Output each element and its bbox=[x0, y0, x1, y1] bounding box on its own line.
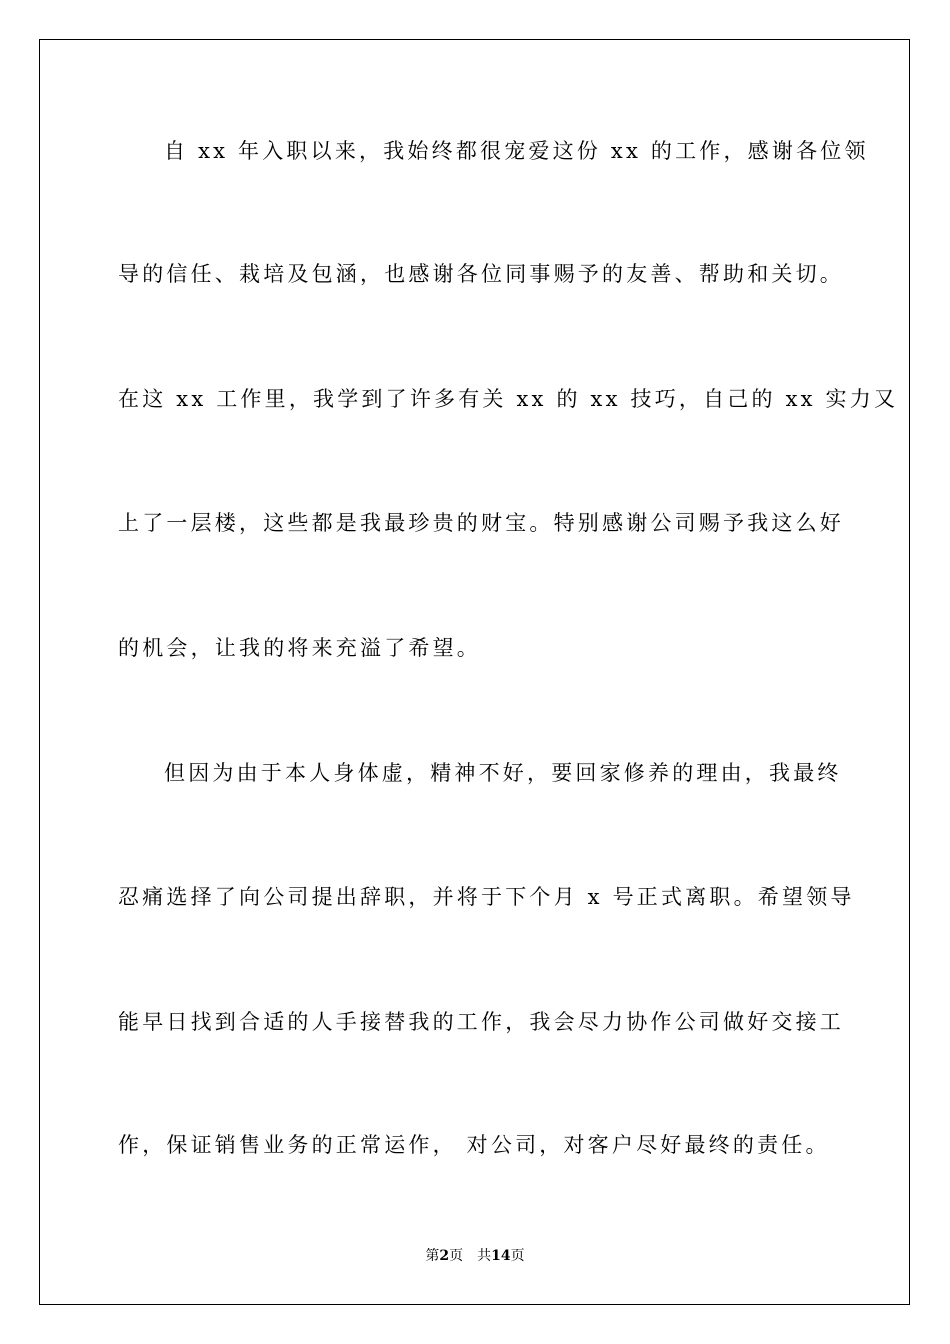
page-number: 2 bbox=[439, 1248, 450, 1264]
page-suffix: 页 bbox=[449, 1248, 464, 1264]
page-footer bbox=[0, 1247, 950, 1265]
paragraph-1-line-2: 导的信任、栽培及包涵，也感谢各位同事赐予的友善、帮助和关切。 bbox=[118, 262, 844, 286]
paragraph-1-line-4: 上了一层楼，这些都是我最珍贵的财宝。特别感谢公司赐予我这么好 bbox=[118, 511, 844, 535]
page-prefix: 第 bbox=[425, 1248, 440, 1264]
paragraph-1-line-1: 自 xx 年入职以来，我始终都很宠爱这份 xx 的工作，感谢各位领 bbox=[164, 139, 869, 163]
total-suffix: 页 bbox=[510, 1248, 525, 1264]
paragraph-2-line-2: 忍痛选择了向公司提出辞职，并将于下个月 x 号正式离职。希望领导 bbox=[118, 885, 855, 909]
total-pages: 14 bbox=[491, 1248, 511, 1264]
paragraph-1-line-3: 在这 xx 工作里，我学到了许多有关 xx 的 xx 技巧，自己的 xx 实力又 bbox=[118, 387, 899, 411]
paragraph-2-line-1: 但因为由于本人身体虚，精神不好，要回家修养的理由，我最终 bbox=[164, 761, 842, 785]
total-prefix: 共 bbox=[477, 1248, 492, 1264]
page-border bbox=[39, 39, 910, 1305]
paragraph-1-line-5: 的机会，让我的将来充溢了希望。 bbox=[118, 636, 481, 660]
paragraph-2-line-4: 作，保证销售业务的正常运作， 对公司，对客户尽好最终的责任。 bbox=[118, 1133, 830, 1157]
paragraph-2-line-3: 能早日找到合适的人手接替我的工作，我会尽力协作公司做好交接工 bbox=[118, 1010, 844, 1034]
